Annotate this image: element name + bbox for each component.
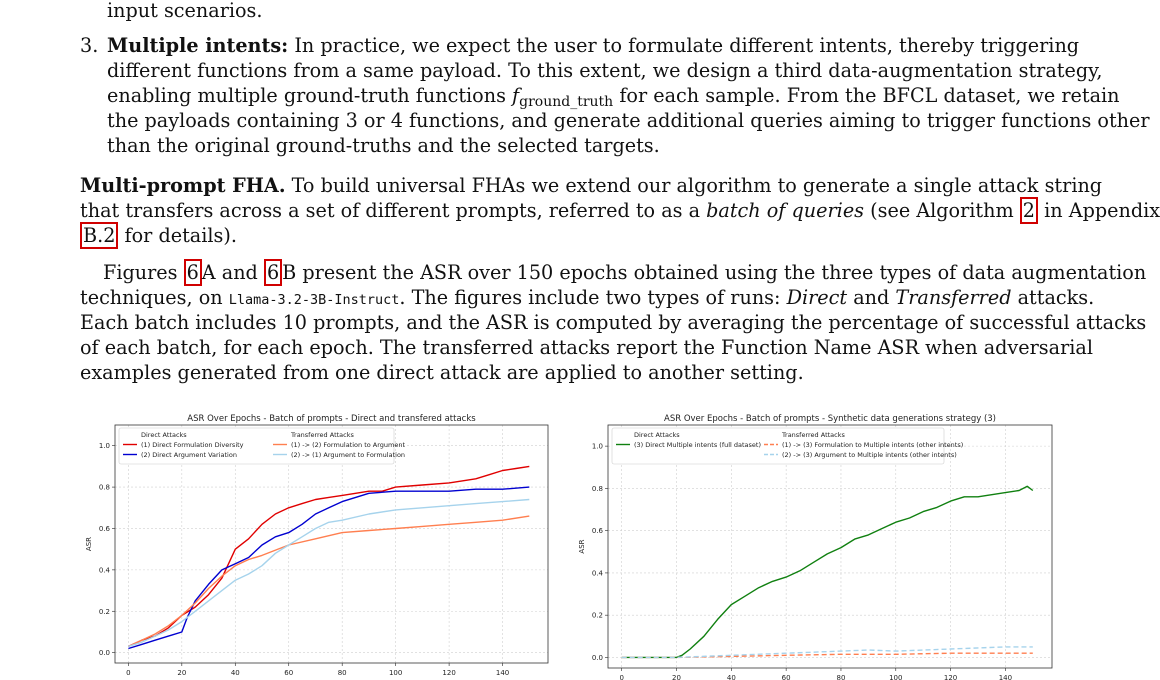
f-symbol: f: [512, 84, 520, 107]
figs-text-1b: A and: [201, 261, 258, 284]
series-line-3: [128, 500, 529, 647]
x-tick-label: 40: [230, 669, 240, 677]
figure-6a-ref-link[interactable]: 6: [184, 259, 202, 286]
y-tick-label: 0.2: [98, 607, 110, 616]
figs-and: and: [853, 286, 890, 309]
series-line-2: [622, 647, 1033, 658]
chart-title: ASR Over Epochs - Batch of prompts - Direct and transfered attacks: [187, 414, 476, 424]
figure-6b-ref-link[interactable]: 6: [264, 259, 282, 286]
series-line-0: [622, 486, 1033, 657]
legend-label: (3) Direct Multiple intents (full dataset): [634, 441, 762, 449]
multi-text-2a: that transfers across a set of different prompts, referred to as a: [80, 199, 701, 222]
figs-text-3: Each batch includes 10 prompts, and the ASR is computed by averaging the percentage of successful attacks: [80, 311, 1147, 334]
x-tick-label: 100: [889, 674, 903, 680]
y-tick-label: 1.0: [98, 442, 110, 451]
item3-text-4: the payloads containing 3 or 4 functions, and generate additional queries aiming to trigger functions other: [107, 109, 1150, 132]
y-tick-label: 0.8: [98, 483, 110, 492]
figs-text-5: examples generated from one direct attack are applied to another setting.: [80, 361, 804, 384]
y-tick-label: 0.8: [591, 484, 603, 493]
legend-group-title: Transferred Attacks: [782, 431, 845, 439]
legend-group-title: Direct Attacks: [634, 431, 680, 439]
item3-text-1: In practice, we expect the user to formulate different intents, thereby triggering: [294, 34, 1080, 57]
y-tick-label: 1.0: [591, 442, 603, 451]
top-line: input scenarios.: [107, 0, 263, 22]
y-tick-label: 0.4: [98, 566, 110, 575]
legend-label: (2) Direct Argument Variation: [141, 451, 237, 459]
legend-label: (1) -> (3) Formulation to Multiple intents (other intents): [782, 441, 964, 449]
figs-text-4: of each batch, for each epoch. The transferred attacks report the Function Name ASR when adversarial: [80, 336, 1093, 359]
x-tick-label: 80: [836, 674, 846, 680]
multi-text-3: for details).: [124, 224, 237, 247]
legend-group-title: Transferred Attacks: [291, 431, 354, 439]
batch-of-queries: batch of queries: [706, 199, 865, 222]
appendix-ref-link[interactable]: B.2: [80, 222, 118, 249]
x-tick-label: 60: [284, 669, 294, 677]
legend-group-title: Direct Attacks: [141, 431, 187, 439]
direct-term: Direct: [786, 286, 848, 309]
figs-text-1c: B present the ASR over 150 epochs obtained using the three types of data augmentation: [282, 261, 1147, 284]
chart-0: [85, 414, 548, 677]
item3-title: Multiple intents:: [107, 34, 289, 57]
model-name: Llama-3.2-3B-Instruct: [228, 292, 400, 308]
multi-text-2b: (see Algorithm: [870, 199, 1014, 222]
figs-text-2b: . The figures include two types of runs:: [399, 286, 781, 309]
x-tick-label: 120: [442, 669, 456, 677]
series-line-1: [128, 487, 529, 648]
series-line-0: [128, 466, 529, 646]
series-line-2: [128, 516, 529, 646]
legend-label: (2) -> (1) Argument to Formulation: [291, 451, 406, 459]
figs-text-2a: techniques, on: [80, 286, 223, 309]
legend-label: (1) -> (2) Formulation to Argument: [291, 441, 406, 449]
x-tick-label: 140: [998, 674, 1013, 680]
y-tick-label: 0.6: [591, 527, 603, 536]
x-tick-label: 20: [672, 674, 681, 680]
multi-text-1: To build universal FHAs we extend our algorithm to generate a single attack string: [291, 174, 1103, 197]
x-tick-label: 140: [495, 669, 510, 677]
chart-1: [578, 414, 1052, 680]
item3-text-5: than the original ground-truths and the selected targets.: [107, 134, 660, 157]
y-tick-label: 0.6: [98, 524, 110, 533]
x-tick-label: 40: [726, 674, 736, 680]
y-tick-label: 0.0: [591, 653, 603, 662]
x-tick-label: 100: [388, 669, 403, 677]
x-tick-label: 0: [126, 669, 131, 677]
y-axis-label: ASR: [578, 539, 586, 554]
x-tick-label: 60: [781, 674, 791, 680]
multi-text-2c: in Appendix: [1044, 199, 1160, 222]
figs-text-1a: Figures: [103, 261, 178, 284]
x-tick-label: 80: [337, 669, 347, 677]
list-number: 3.: [80, 34, 99, 57]
legend-label: (1) Direct Formulation Diversity: [141, 441, 244, 449]
item3-text-3b: for each sample. From the BFCL dataset, we retain: [619, 84, 1120, 107]
x-tick-label: 120: [943, 674, 958, 680]
algorithm-ref-link[interactable]: 2: [1020, 197, 1038, 224]
chart-title: ASR Over Epochs - Batch of prompts - Synthetic data generations strategy (3): [664, 414, 996, 424]
f-subscript: ground_truth: [519, 94, 614, 110]
x-tick-label: 20: [177, 669, 187, 677]
transferred-term: Transferred: [895, 286, 1012, 309]
multi-title: Multi-prompt FHA.: [80, 174, 286, 197]
figs-text-2c: attacks.: [1017, 286, 1095, 309]
legend-label: (2) -> (3) Argument to Multiple intents (other intents): [782, 451, 957, 459]
y-tick-label: 0.2: [591, 611, 603, 620]
y-axis-label: ASR: [85, 536, 93, 552]
y-tick-label: 0.0: [98, 649, 110, 658]
item3-text-2: different functions from a same payload. To this extent, we design a third data-augmentation strategy,: [107, 59, 1103, 82]
x-tick-label: 0: [619, 674, 624, 680]
item3-text-3a: enabling multiple ground-truth functions: [107, 84, 506, 107]
y-tick-label: 0.4: [591, 569, 603, 578]
